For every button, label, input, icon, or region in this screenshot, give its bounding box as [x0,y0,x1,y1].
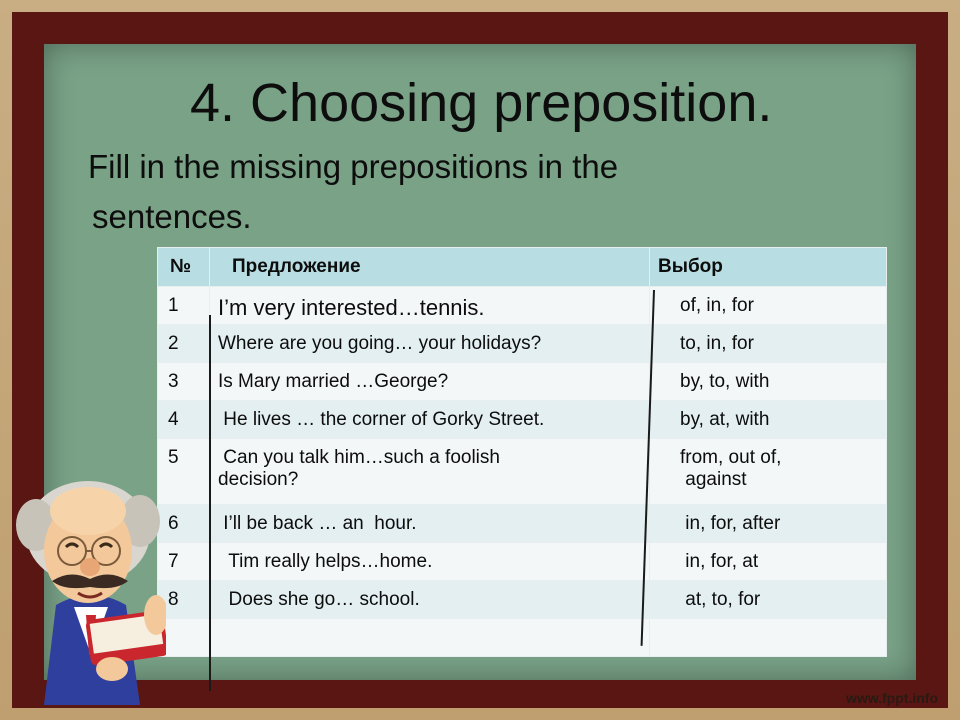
header-sentence: Предложение [210,248,650,287]
professor-reading-book-illustration [16,455,166,705]
table-row [158,325,887,363]
table-row [158,581,887,619]
row-number: 5 [158,439,210,505]
row-options: by, at, with [650,401,887,439]
header-number: № [158,248,210,287]
empty-cell [650,619,887,657]
row-sentence: I’m very interested…tennis. [210,287,650,325]
row-number: 1 [158,287,210,325]
row-sentence: Is Mary married …George? [210,363,650,401]
footer-url: www.fppt.info [845,690,938,706]
subtitle-line-2: sentences. [92,198,252,235]
row-sentence-line-2: decision? [218,469,299,490]
row-number: 2 [158,325,210,363]
row-options [650,439,887,505]
row-number: 6 [158,505,210,543]
table-row [158,287,887,325]
table-row [158,401,887,439]
row-options: in, for, after [650,505,887,543]
row-options-line-1: from, out of, [680,447,782,468]
row-sentence: I’ll be back … an hour. [210,505,650,543]
table-row [158,439,887,505]
row-sentence: He lives … the corner of Gorky Street. [210,401,650,439]
row-sentence: Does she go… school. [210,581,650,619]
row-options: in, for, at [650,543,887,581]
row-options: to, in, for [650,325,887,363]
header-choice: Выбор [650,248,887,287]
empty-cell [210,619,650,657]
table-row [158,363,887,401]
row-sentence: Tim really helps…home. [210,543,650,581]
row-number: 4 [158,401,210,439]
row-number: 8 [158,581,210,619]
row-options: of, in, for [650,287,887,325]
row-options: by, to, with [650,363,887,401]
slide-title: 4. Choosing preposition. [190,73,773,133]
prepositions-table [157,247,887,657]
table-row-empty [158,619,887,657]
row-options: at, to, for [650,581,887,619]
table-header-row [158,248,887,287]
row-sentence-line-1: Can you talk him…such a foolish [218,447,500,468]
subtitle-line-1: Fill in the missing prepositions in the [88,148,619,185]
slide-subtitle [88,142,728,242]
row-sentence: Where are you going… your holidays? [210,325,650,363]
row-number: 3 [158,363,210,401]
hand-drawn-line-left [209,315,211,691]
table-row [158,543,887,581]
row-sentence [210,439,650,505]
table-row [158,505,887,543]
row-options-line-2: against [680,469,747,490]
row-number: 7 [158,543,210,581]
